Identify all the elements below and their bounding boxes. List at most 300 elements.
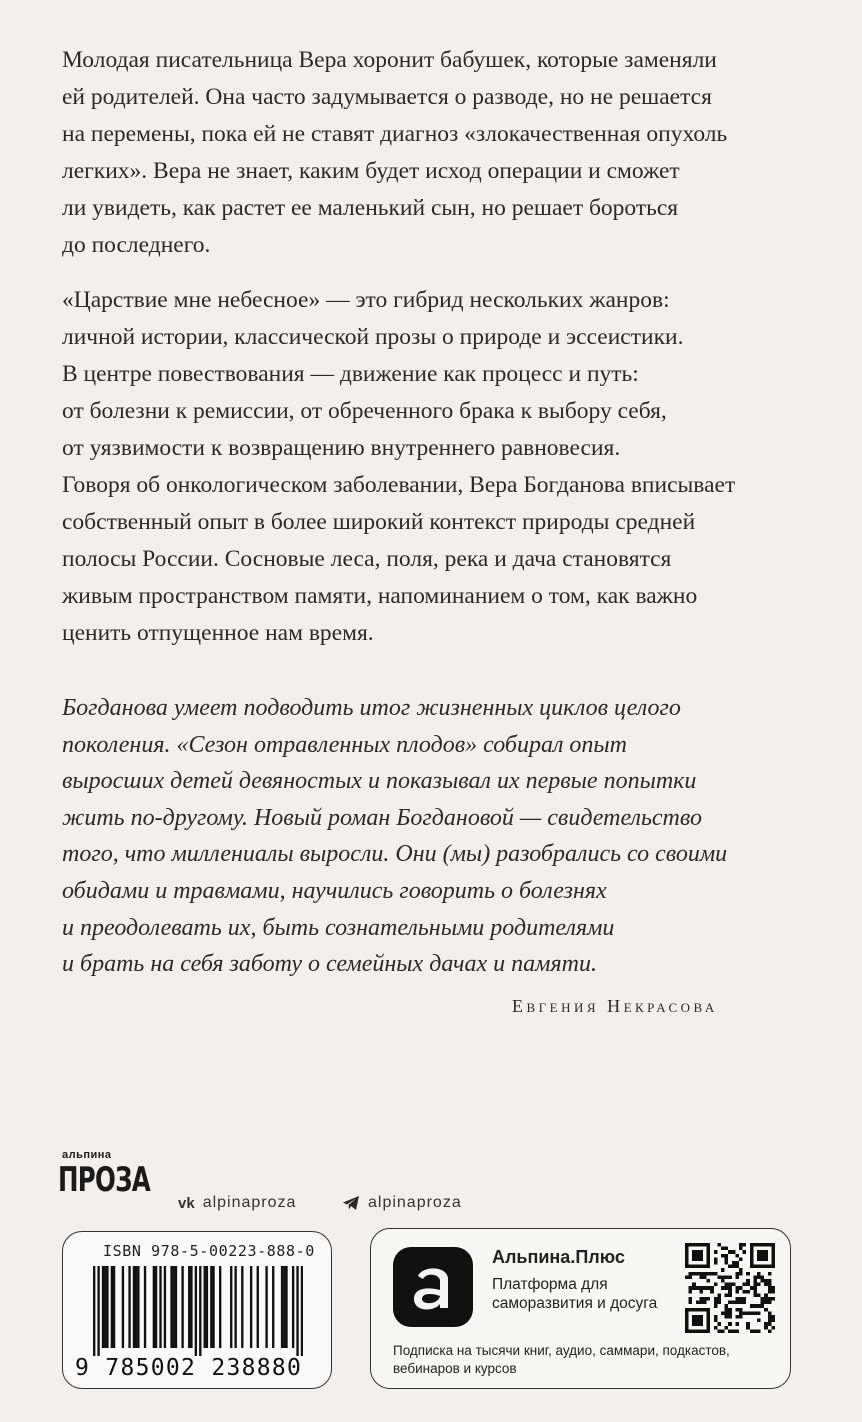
qr-module bbox=[685, 1275, 689, 1279]
qr-module bbox=[689, 1329, 693, 1333]
qr-module bbox=[735, 1329, 739, 1333]
qr-module bbox=[699, 1329, 703, 1333]
qr-module bbox=[735, 1301, 739, 1305]
qr-module bbox=[707, 1311, 711, 1315]
qr-module bbox=[739, 1308, 743, 1312]
qr-module bbox=[739, 1268, 743, 1272]
qr-module bbox=[768, 1272, 772, 1276]
qr-module bbox=[750, 1329, 754, 1333]
qr-module bbox=[750, 1247, 754, 1251]
barcode-bar bbox=[175, 1266, 177, 1348]
qr-module bbox=[689, 1275, 693, 1279]
qr-module bbox=[732, 1329, 736, 1333]
qr-module bbox=[761, 1243, 765, 1247]
qr-module bbox=[757, 1243, 761, 1247]
qr-module bbox=[696, 1329, 700, 1333]
review-quote bbox=[62, 690, 802, 983]
qr-module bbox=[771, 1250, 775, 1254]
qr-module bbox=[725, 1254, 729, 1258]
barcode-bar bbox=[170, 1266, 172, 1348]
qr-module bbox=[714, 1283, 718, 1287]
qr-module bbox=[757, 1293, 761, 1297]
qr-module bbox=[735, 1275, 739, 1279]
barcode-bar bbox=[250, 1266, 252, 1348]
qr-module bbox=[699, 1275, 703, 1279]
qr-module bbox=[696, 1254, 700, 1258]
qr-module bbox=[750, 1311, 754, 1315]
text-line: живым пространством памяти, напоминанием о том, как важно bbox=[62, 583, 698, 609]
qr-module bbox=[739, 1257, 743, 1261]
qr-module bbox=[753, 1265, 757, 1269]
qr-module bbox=[735, 1254, 739, 1258]
qr-module bbox=[768, 1311, 772, 1315]
qr-module bbox=[768, 1319, 772, 1323]
qr-module bbox=[768, 1283, 772, 1287]
qr-module bbox=[692, 1243, 696, 1247]
qr-module bbox=[761, 1304, 765, 1308]
barcode-bar bbox=[181, 1266, 183, 1348]
barcode-bar bbox=[133, 1266, 135, 1348]
qr-module bbox=[692, 1286, 696, 1290]
qr-module bbox=[703, 1286, 707, 1290]
qr-module bbox=[728, 1322, 732, 1326]
qr-module bbox=[707, 1247, 711, 1251]
qr-module bbox=[728, 1315, 732, 1319]
qr-module bbox=[703, 1243, 707, 1247]
qr-module bbox=[692, 1329, 696, 1333]
text-line: того, что миллениалы выросли. Они (мы) разобрались со своими bbox=[62, 841, 728, 868]
qr-module bbox=[768, 1322, 772, 1326]
qr-module bbox=[743, 1297, 747, 1301]
qr-module bbox=[771, 1315, 775, 1319]
telegram-icon bbox=[342, 1195, 360, 1211]
qr-module bbox=[714, 1304, 718, 1308]
qr-module bbox=[728, 1329, 732, 1333]
qr-module bbox=[692, 1308, 696, 1312]
qr-module bbox=[761, 1265, 765, 1269]
qr-module bbox=[696, 1265, 700, 1269]
qr-module bbox=[757, 1257, 761, 1261]
qr-module bbox=[768, 1297, 772, 1301]
qr-module bbox=[735, 1290, 739, 1294]
text-line: В центре повествования — движение как процесс и путь: bbox=[62, 361, 639, 387]
text-line: на перемены, пока ей не ставят диагноз «злокачественная опухоль bbox=[62, 121, 728, 147]
text-line: личной истории, классической прозы о природе и эссеистики. bbox=[62, 324, 684, 350]
qr-module bbox=[761, 1297, 765, 1301]
qr-module bbox=[703, 1301, 707, 1305]
barcode-bar bbox=[173, 1266, 175, 1348]
qr-module bbox=[699, 1243, 703, 1247]
qr-module bbox=[768, 1290, 772, 1294]
qr-module bbox=[699, 1297, 703, 1301]
qr-module bbox=[771, 1257, 775, 1261]
text-line: «Царствие мне небесное» — это гибрид нескольких жанров: bbox=[62, 287, 670, 313]
qr-module bbox=[768, 1279, 772, 1283]
qr-module bbox=[707, 1250, 711, 1254]
qr-module bbox=[753, 1293, 757, 1297]
qr-module bbox=[746, 1283, 750, 1287]
qr-module bbox=[692, 1322, 696, 1326]
text-line: поколения. «Сезон отравленных плодов» собирал опыт bbox=[62, 731, 627, 758]
text-line: ли увидеть, как растет ее маленький сын, но решает бороться bbox=[62, 195, 679, 221]
qr-module bbox=[692, 1283, 696, 1287]
qr-module bbox=[725, 1308, 729, 1312]
annotation-paragraph-2 bbox=[62, 282, 802, 652]
qr-module bbox=[707, 1308, 711, 1312]
qr-module bbox=[703, 1308, 707, 1312]
barcode-bar bbox=[265, 1266, 267, 1348]
text-line: полосы России. Сосновые леса, поля, река и дача становятся bbox=[62, 546, 672, 572]
barcode-bar bbox=[212, 1266, 214, 1348]
qr-module bbox=[689, 1308, 693, 1312]
text-line: Молодая писательница Вера хоронит бабушек, которые заменяли bbox=[62, 47, 717, 73]
qr-module bbox=[717, 1243, 721, 1247]
text-line: до последнего. bbox=[62, 232, 211, 258]
barcode-bar bbox=[234, 1266, 236, 1348]
qr-module bbox=[717, 1329, 721, 1333]
qr-module bbox=[692, 1319, 696, 1323]
publisher-logo-small: альпина bbox=[62, 1149, 112, 1161]
qr-module bbox=[721, 1311, 725, 1315]
qr-module bbox=[764, 1243, 768, 1247]
qr-module bbox=[685, 1308, 689, 1312]
vk-link[interactable] bbox=[178, 1194, 296, 1212]
qr-module bbox=[753, 1329, 757, 1333]
qr-module bbox=[761, 1257, 765, 1261]
barcode-bar bbox=[285, 1266, 287, 1348]
qr-module bbox=[728, 1286, 732, 1290]
isbn-digits: 9 785002 238880 bbox=[75, 1355, 303, 1381]
qr-module bbox=[771, 1297, 775, 1301]
qr-module bbox=[685, 1326, 689, 1330]
qr-module bbox=[746, 1279, 750, 1283]
qr-module bbox=[699, 1315, 703, 1319]
qr-module bbox=[771, 1319, 775, 1323]
qr-module bbox=[689, 1290, 693, 1294]
qr-module bbox=[710, 1290, 714, 1294]
qr-module bbox=[768, 1329, 772, 1333]
barcode-bar bbox=[281, 1266, 283, 1348]
qr-module bbox=[707, 1286, 711, 1290]
barcode-bar bbox=[219, 1266, 221, 1348]
qr-module bbox=[753, 1283, 757, 1287]
qr-module bbox=[735, 1286, 739, 1290]
qr-module bbox=[768, 1243, 772, 1247]
barcode-bar bbox=[301, 1266, 303, 1356]
qr-module bbox=[696, 1315, 700, 1319]
qr-module bbox=[743, 1290, 747, 1294]
qr-module bbox=[753, 1275, 757, 1279]
qr-module bbox=[685, 1322, 689, 1326]
qr-module bbox=[714, 1319, 718, 1323]
qr-module bbox=[689, 1286, 693, 1290]
qr-module bbox=[743, 1311, 747, 1315]
qr-module bbox=[764, 1254, 768, 1258]
qr-module bbox=[728, 1301, 732, 1305]
qr-module bbox=[707, 1257, 711, 1261]
qr-module bbox=[692, 1250, 696, 1254]
qr-module bbox=[699, 1257, 703, 1261]
qr-module bbox=[739, 1301, 743, 1305]
qr-module bbox=[721, 1275, 725, 1279]
qr-module bbox=[761, 1279, 765, 1283]
alpina-plus-promo[interactable] bbox=[370, 1228, 791, 1389]
text-line: и брать на себя заботу о семейных дачах и памяти. bbox=[62, 951, 597, 978]
telegram-link[interactable] bbox=[342, 1194, 462, 1212]
qr-module bbox=[714, 1315, 718, 1319]
qr-module bbox=[721, 1286, 725, 1290]
qr-module bbox=[725, 1257, 729, 1261]
qr-module bbox=[714, 1250, 718, 1254]
qr-module bbox=[685, 1261, 689, 1265]
qr-module bbox=[750, 1261, 754, 1265]
qr-module bbox=[757, 1254, 761, 1258]
barcode-bar bbox=[204, 1266, 206, 1348]
qr-module bbox=[710, 1272, 714, 1276]
qr-module bbox=[739, 1243, 743, 1247]
qr-module bbox=[703, 1265, 707, 1269]
barcode-bar bbox=[206, 1266, 208, 1348]
qr-module bbox=[735, 1322, 739, 1326]
qr-module bbox=[696, 1308, 700, 1312]
qr-module bbox=[761, 1250, 765, 1254]
qr-module bbox=[757, 1283, 761, 1287]
barcode-bar bbox=[144, 1266, 146, 1348]
qr-module bbox=[757, 1304, 761, 1308]
qr-module bbox=[750, 1265, 754, 1269]
promo-description: Подписка на тысячи книг, аудио, саммари, подкастов, вебинаров и курсов bbox=[393, 1343, 730, 1376]
qr-module bbox=[692, 1272, 696, 1276]
qr-code-icon[interactable] bbox=[685, 1243, 775, 1333]
qr-module bbox=[725, 1247, 729, 1251]
qr-module bbox=[717, 1322, 721, 1326]
qr-module bbox=[721, 1268, 725, 1272]
qr-module bbox=[725, 1283, 729, 1287]
qr-module bbox=[743, 1283, 747, 1287]
qr-module bbox=[771, 1247, 775, 1251]
qr-module bbox=[761, 1275, 765, 1279]
qr-module bbox=[699, 1265, 703, 1269]
annotation-paragraph-1 bbox=[62, 42, 802, 264]
qr-module bbox=[771, 1261, 775, 1265]
barcode-bar bbox=[190, 1266, 192, 1348]
qr-module bbox=[746, 1326, 750, 1330]
qr-module bbox=[696, 1272, 700, 1276]
qr-module bbox=[685, 1254, 689, 1258]
qr-module bbox=[739, 1311, 743, 1315]
text-line: от болезни к ремиссии, от обреченного брака к выбору себя, bbox=[62, 398, 667, 424]
isbn-label: ISBN 978-5-00223-888-0 bbox=[103, 1242, 315, 1260]
qr-module bbox=[714, 1326, 718, 1330]
qr-module bbox=[699, 1301, 703, 1305]
qr-module bbox=[707, 1272, 711, 1276]
qr-module bbox=[739, 1315, 743, 1319]
qr-module bbox=[764, 1257, 768, 1261]
qr-module bbox=[707, 1243, 711, 1247]
qr-module bbox=[717, 1301, 721, 1305]
qr-module bbox=[764, 1301, 768, 1305]
qr-module bbox=[699, 1319, 703, 1323]
qr-module bbox=[728, 1283, 732, 1287]
qr-module bbox=[707, 1254, 711, 1258]
qr-module bbox=[696, 1286, 700, 1290]
qr-module bbox=[699, 1286, 703, 1290]
barcode-bar bbox=[283, 1266, 285, 1348]
qr-module bbox=[753, 1304, 757, 1308]
barcode-bar bbox=[195, 1266, 197, 1356]
qr-module bbox=[696, 1257, 700, 1261]
qr-module bbox=[685, 1250, 689, 1254]
qr-module bbox=[746, 1290, 750, 1294]
barcode-bar bbox=[93, 1266, 95, 1356]
qr-module bbox=[721, 1247, 725, 1251]
qr-module bbox=[703, 1297, 707, 1301]
qr-module bbox=[753, 1290, 757, 1294]
qr-module bbox=[771, 1290, 775, 1294]
barcode-bar bbox=[128, 1266, 130, 1348]
barcode-bar bbox=[104, 1266, 106, 1348]
qr-module bbox=[757, 1275, 761, 1279]
qr-module bbox=[764, 1283, 768, 1287]
qr-module bbox=[685, 1265, 689, 1269]
qr-module bbox=[707, 1297, 711, 1301]
qr-module bbox=[703, 1272, 707, 1276]
qr-module bbox=[707, 1322, 711, 1326]
qr-module bbox=[753, 1243, 757, 1247]
qr-module bbox=[707, 1279, 711, 1283]
promo-subtitle: Платформа для саморазвития и досуга bbox=[492, 1276, 658, 1312]
qr-module bbox=[725, 1275, 729, 1279]
text-line: Говоря об онкологическом заболевании, Вера Богданова вписывает bbox=[62, 472, 736, 498]
text-line: Богданова умеет подводить итог жизненных циклов целого bbox=[62, 695, 681, 721]
qr-module bbox=[692, 1257, 696, 1261]
barcode-bar bbox=[113, 1266, 115, 1348]
telegram-handle: alpinaproza bbox=[368, 1194, 462, 1211]
qr-module bbox=[725, 1326, 729, 1330]
qr-module bbox=[757, 1272, 761, 1276]
qr-module bbox=[696, 1322, 700, 1326]
qr-module bbox=[764, 1293, 768, 1297]
qr-module bbox=[764, 1326, 768, 1330]
qr-module bbox=[739, 1272, 743, 1276]
barcode bbox=[93, 1266, 303, 1356]
qr-module bbox=[714, 1272, 718, 1276]
qr-module bbox=[732, 1261, 736, 1265]
qr-module bbox=[757, 1329, 761, 1333]
qr-module bbox=[746, 1322, 750, 1326]
text-line: обидами и травмами, научились говорить о болезнях bbox=[62, 877, 607, 904]
qr-module bbox=[707, 1265, 711, 1269]
qr-module bbox=[699, 1290, 703, 1294]
qr-module bbox=[725, 1293, 729, 1297]
barcode-bar bbox=[257, 1266, 259, 1348]
qr-module bbox=[732, 1283, 736, 1287]
qr-module bbox=[710, 1286, 714, 1290]
qr-module bbox=[746, 1311, 750, 1315]
qr-module bbox=[692, 1254, 696, 1258]
qr-module bbox=[707, 1261, 711, 1265]
qr-module bbox=[707, 1329, 711, 1333]
barcode-bar bbox=[155, 1266, 157, 1348]
qr-module bbox=[771, 1265, 775, 1269]
qr-module bbox=[771, 1243, 775, 1247]
qr-module bbox=[739, 1286, 743, 1290]
qr-module bbox=[753, 1311, 757, 1315]
qr-module bbox=[721, 1279, 725, 1283]
qr-module bbox=[685, 1319, 689, 1323]
text-line: жить по-другому. Новый роман Богдановой — свидетельство bbox=[62, 804, 702, 831]
qr-module bbox=[689, 1297, 693, 1301]
qr-module bbox=[750, 1304, 754, 1308]
qr-module bbox=[750, 1243, 754, 1247]
qr-module bbox=[757, 1319, 761, 1323]
qr-module bbox=[735, 1261, 739, 1265]
qr-module bbox=[750, 1254, 754, 1258]
qr-module bbox=[714, 1301, 718, 1305]
qr-module bbox=[725, 1315, 729, 1319]
qr-module bbox=[685, 1329, 689, 1333]
qr-module bbox=[725, 1261, 729, 1265]
qr-module bbox=[699, 1272, 703, 1276]
qr-module bbox=[750, 1257, 754, 1261]
qr-module bbox=[735, 1308, 739, 1312]
isbn-barcode-box bbox=[62, 1231, 332, 1389]
qr-module bbox=[750, 1250, 754, 1254]
qr-module bbox=[717, 1293, 721, 1297]
qr-module bbox=[717, 1275, 721, 1279]
qr-module bbox=[721, 1329, 725, 1333]
qr-module bbox=[735, 1315, 739, 1319]
qr-module bbox=[771, 1286, 775, 1290]
qr-module bbox=[732, 1301, 736, 1305]
qr-module bbox=[735, 1272, 739, 1276]
qr-module bbox=[689, 1243, 693, 1247]
qr-module bbox=[703, 1275, 707, 1279]
qr-module bbox=[728, 1308, 732, 1312]
qr-module bbox=[714, 1257, 718, 1261]
qr-module bbox=[739, 1247, 743, 1251]
qr-module bbox=[689, 1301, 693, 1305]
qr-module bbox=[728, 1265, 732, 1269]
qr-module bbox=[750, 1286, 754, 1290]
barcode-bar bbox=[230, 1266, 232, 1348]
qr-module bbox=[692, 1265, 696, 1269]
publisher-logo: ПРОЗА bbox=[58, 1160, 150, 1200]
qr-module bbox=[735, 1265, 739, 1269]
alpina-plus-app-icon bbox=[393, 1247, 473, 1327]
qr-module bbox=[764, 1322, 768, 1326]
qr-module bbox=[764, 1265, 768, 1269]
promo-title: Альпина.Плюс bbox=[492, 1247, 625, 1267]
barcode-bar bbox=[111, 1266, 113, 1348]
qr-module bbox=[728, 1311, 732, 1315]
qr-module bbox=[685, 1243, 689, 1247]
text-line: выросших детей девяностых и показывал их первые попытки bbox=[62, 768, 697, 795]
qr-module bbox=[714, 1261, 718, 1265]
qr-module bbox=[696, 1250, 700, 1254]
qr-module bbox=[717, 1297, 721, 1301]
qr-module bbox=[699, 1322, 703, 1326]
qr-module bbox=[746, 1272, 750, 1276]
qr-module bbox=[743, 1250, 747, 1254]
qr-module bbox=[753, 1279, 757, 1283]
qr-module bbox=[728, 1275, 732, 1279]
barcode-bar bbox=[135, 1266, 137, 1348]
qr-module bbox=[696, 1243, 700, 1247]
barcode-bar bbox=[106, 1266, 108, 1348]
qr-module bbox=[739, 1297, 743, 1301]
barcode-bar bbox=[296, 1266, 298, 1356]
